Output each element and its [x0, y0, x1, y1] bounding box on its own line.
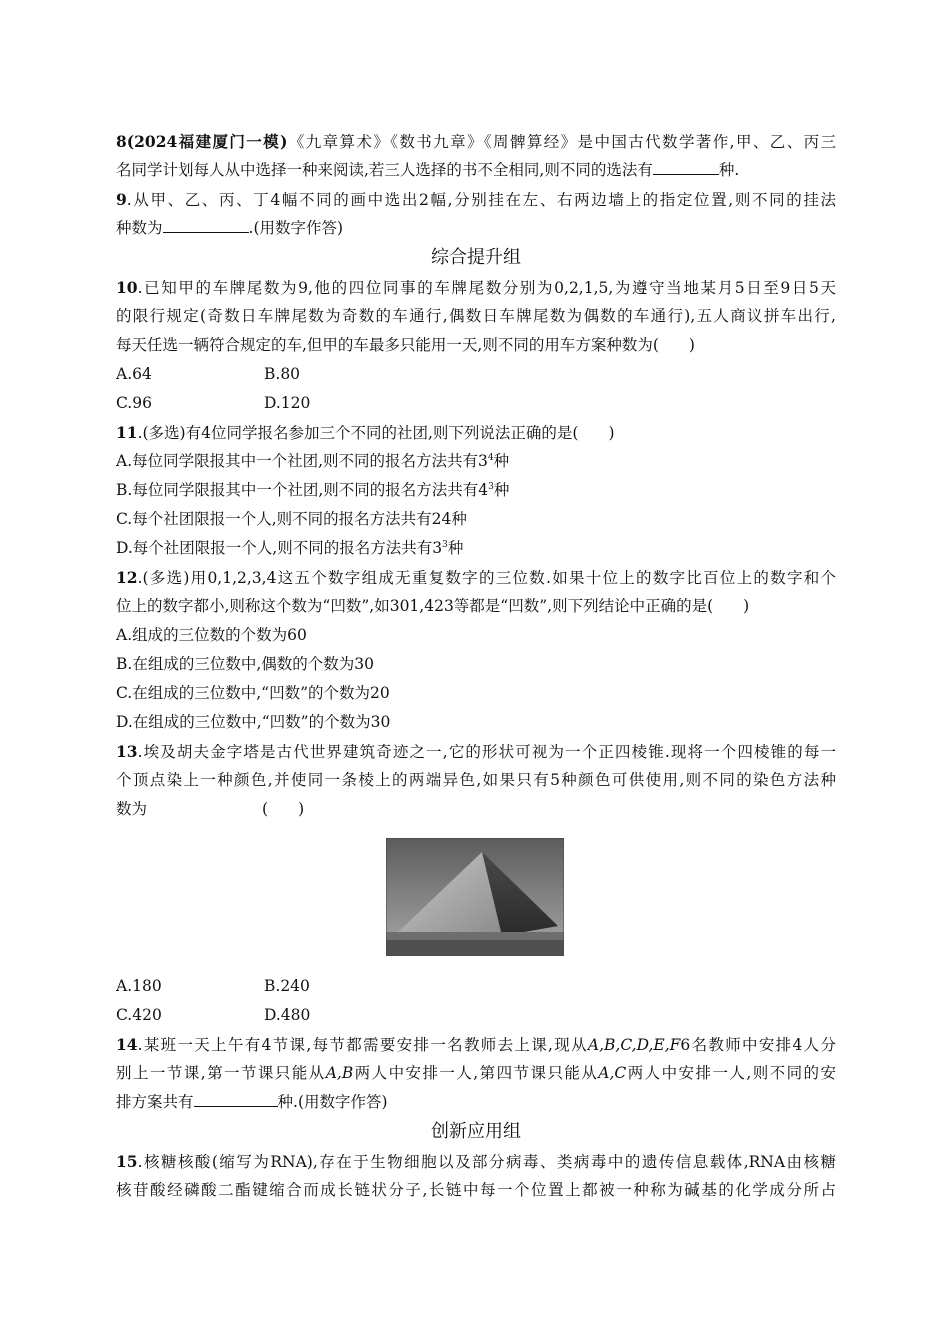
- q8-source: (2024福建厦门一模): [126, 132, 288, 151]
- q14-number: 14: [116, 1035, 138, 1054]
- q14-line-3: [116, 1088, 836, 1117]
- q13-option-b[interactable]: B.240: [264, 977, 310, 995]
- q11-paren-close: ): [608, 424, 615, 442]
- q10-text-1: .已知甲的车牌尾数为9,他的四位同事的车牌尾数分别为0,2,1,5,为遵守当地某月5日至9日5天: [137, 279, 836, 297]
- q10-option-d[interactable]: D.120: [264, 394, 311, 412]
- q13-options-row-1: [116, 972, 836, 1001]
- q11-option-d[interactable]: [116, 534, 836, 563]
- q9-text-2: 种数为: [116, 219, 163, 237]
- q11-option-c[interactable]: [116, 505, 836, 534]
- q14-line-1: [116, 1030, 836, 1059]
- q12-option-c[interactable]: C.在组成的三位数中,“凹数”的个数为20: [116, 684, 390, 702]
- q10-options-row-1: [116, 360, 836, 389]
- q13-line-2: [116, 766, 836, 795]
- q11-option-b[interactable]: [116, 476, 836, 505]
- q13-line-1: [116, 737, 836, 766]
- q9-line-1: [116, 185, 836, 214]
- q10-option-a[interactable]: A.64: [116, 365, 152, 383]
- q8-line-1: [116, 127, 836, 156]
- q13-text-1: .埃及胡夫金字塔是古代世界建筑奇迹之一,它的形状可视为一个正四棱锥.现将一个四棱锥的每一: [137, 743, 836, 761]
- pyramid-figure: [116, 824, 836, 972]
- q11-option-a-exp: 4: [487, 453, 494, 463]
- q8-answer-blank[interactable]: [653, 160, 719, 175]
- q13-text-2: 个顶点染上一种颜色,并使同一条棱上的两端异色,如果只有5种颜色可供使用,则不同的染色方法种: [116, 771, 836, 789]
- q13-text-3: 数为: [116, 800, 148, 818]
- q9-text-1: .从甲、乙、丙、丁4幅不同的画中选出2幅,分别挂在左、右两边墙上的指定位置,则不同的挂法: [126, 191, 836, 209]
- q10-option-b[interactable]: B.80: [264, 365, 301, 383]
- q8-number: 8: [116, 132, 127, 151]
- q14-text-1b: 6名教师中安排4人分: [680, 1036, 836, 1054]
- q14-text-3b: 种.(用数字作答): [277, 1093, 388, 1111]
- q10-options-row-2: [116, 389, 836, 418]
- q11-number: 11: [116, 423, 138, 442]
- q9-answer-blank[interactable]: [163, 218, 249, 233]
- q15-line-2: [116, 1176, 836, 1205]
- q11-option-a-text: A.每位同学限报其中一个社团,则不同的报名方法共有3: [116, 452, 488, 470]
- q14-line-2: [116, 1059, 836, 1088]
- q8-text-2: 名同学计划每人从中选择一种来阅读,若三人选择的书不全相同,则不同的选法有: [116, 161, 653, 179]
- q9-number: 9: [116, 190, 127, 209]
- q11-option-d-exp: 3: [442, 540, 448, 550]
- q13-option-a[interactable]: A.180: [116, 977, 162, 995]
- q15-line-1: [116, 1147, 836, 1176]
- q10-number: 10: [116, 278, 138, 297]
- q9-line-2: [116, 214, 836, 243]
- q14-answer-blank[interactable]: [194, 1092, 278, 1107]
- q8-text-3: 种.: [718, 161, 740, 179]
- q11-stem: [116, 418, 836, 447]
- q13-option-d[interactable]: D.480: [264, 1006, 311, 1024]
- q13-options-row-2: [116, 1001, 836, 1030]
- q10-text-3: 每天任选一辆符合规定的车,但甲的车最多只能用一天,则不同的用车方案种数为(: [116, 336, 659, 354]
- pyramid-photo: [386, 838, 564, 956]
- q11-option-d-end: 种: [447, 539, 464, 557]
- worksheet-page: [116, 127, 836, 1205]
- q13-paren-close: ): [298, 800, 305, 818]
- q10-line-2: [116, 302, 836, 331]
- q8-line-2: [116, 156, 836, 185]
- q10-paren-close: ): [688, 336, 695, 354]
- q14-text-2c: 两人中安排一人,则不同的安: [626, 1064, 836, 1082]
- q12-text-1: .(多选)用0,1,2,3,4这五个数字组成无重复数字的三位数.如果十位上的数字比百位上的数字和个: [137, 569, 836, 587]
- q11-text: .(多选)有4位同学报名参加三个不同的社团,则下列说法正确的是(: [137, 424, 579, 442]
- q9-text-3: .(用数字作答): [248, 219, 344, 237]
- q12-option-b[interactable]: B.在组成的三位数中,偶数的个数为30: [116, 655, 374, 673]
- q10-line-3: [116, 331, 836, 360]
- q14-text-1: .某班一天上午有4节课,每节都需要安排一名教师去上课,现从: [137, 1036, 588, 1054]
- q12-text-2: 位上的数字都小,则称这个数为“凹数”,如301,423等都是“凹数”,则下列结论中正确的是(: [116, 597, 714, 615]
- q13-paren-open: (: [262, 800, 269, 818]
- q12-line-2: [116, 592, 836, 621]
- q11-option-b-exp: 3: [488, 482, 494, 492]
- q13-number: 13: [116, 742, 138, 761]
- q14-teachers: A,B,C,D,E,F: [587, 1036, 681, 1054]
- q14-text-3: 排方案共有: [116, 1093, 194, 1111]
- q11-option-b-end: 种: [493, 481, 510, 499]
- q11-option-a[interactable]: [116, 447, 836, 476]
- q11-option-d-text: D.每个社团限报一个人,则不同的报名方法共有3: [116, 539, 443, 557]
- q14-var-ab: A,B: [325, 1064, 354, 1082]
- q14-var-ac: A,C: [598, 1064, 627, 1082]
- q15-number: 15: [116, 1152, 138, 1171]
- q12-option-d[interactable]: D.在组成的三位数中,“凹数”的个数为30: [116, 713, 391, 731]
- q11-option-a-end: 种: [493, 452, 510, 470]
- q14-text-2b: 两人中安排一人,第四节课只能从: [353, 1064, 599, 1082]
- q15-text-1: .核糖核酸(缩写为RNA),存在于生物细胞以及部分病毒、类病毒中的遗传信息载体,RNA由核糖: [137, 1153, 836, 1171]
- q13-line-3: [116, 795, 836, 824]
- section-title-innovation: 创新应用组: [431, 1121, 521, 1142]
- q15-text-2: 核苷酸经磷酸二酯键缩合而成长链状分子,长链中每一个位置上都被一种称为碱基的化学成分所占: [116, 1181, 836, 1199]
- q8-text-1: 《九章算术》《数书九章》《周髀算经》是中国古代数学著作,甲、乙、丙三: [287, 133, 836, 151]
- q10-line-1: [116, 273, 836, 302]
- q10-option-c[interactable]: C.96: [116, 394, 152, 412]
- q12-paren-close: ): [743, 597, 750, 615]
- q11-option-c-text: C.每个社团限报一个人,则不同的报名方法共有24种: [116, 510, 467, 528]
- q10-text-2: 的限行规定(奇数日车牌尾数为奇数的车通行,偶数日车牌尾数为偶数的车通行),五人商议拼车出行,: [116, 307, 836, 325]
- q12-option-a[interactable]: A.组成的三位数的个数为60: [116, 626, 307, 644]
- q14-text-2: 别上一节课,第一节课只能从: [116, 1064, 326, 1082]
- q12-line-1: [116, 563, 836, 592]
- section-title-comprehensive: 综合提升组: [431, 247, 521, 268]
- q11-option-b-text: B.每位同学限报其中一个社团,则不同的报名方法共有4: [116, 481, 489, 499]
- q13-option-c[interactable]: C.420: [116, 1006, 162, 1024]
- q12-number: 12: [116, 568, 138, 587]
